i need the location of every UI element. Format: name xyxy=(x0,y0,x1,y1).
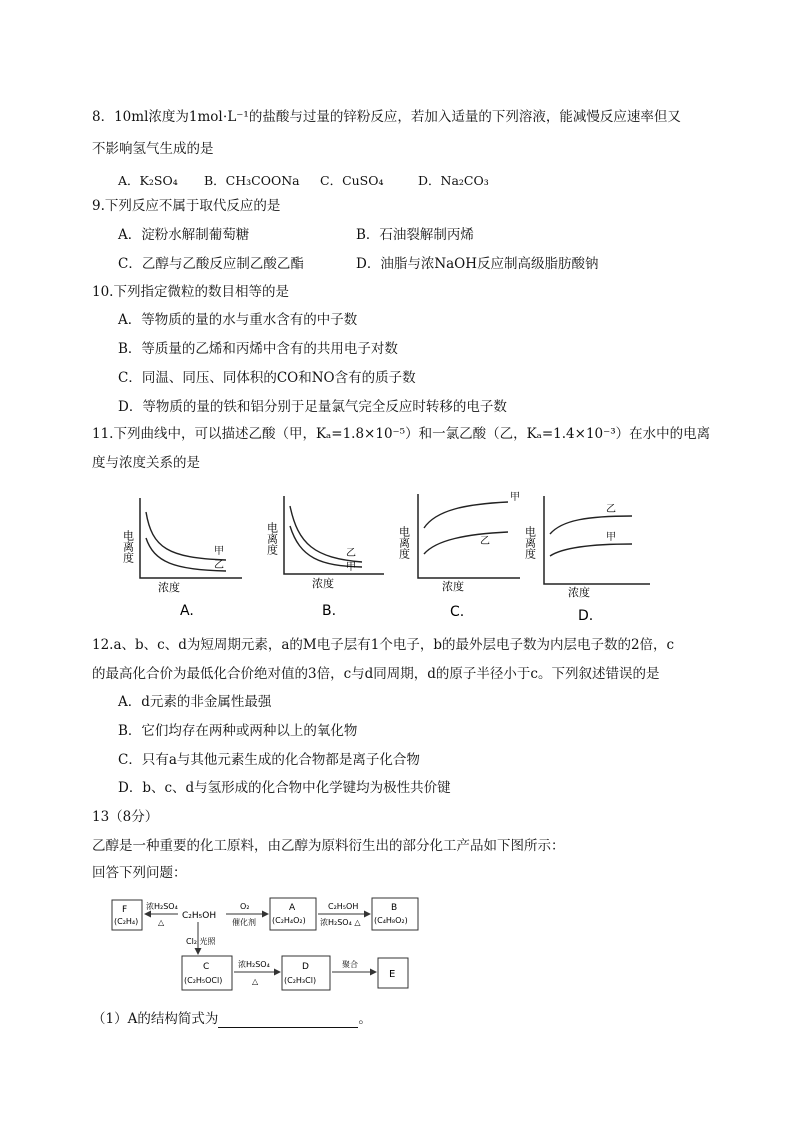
arrow-b-bottom: 浓H₂SO₄ △ xyxy=(320,918,361,927)
q13-sub1-text: （1）A的结构简式为 xyxy=(92,1011,219,1027)
graph-b-ylabel: 电离度 xyxy=(265,522,279,555)
q12-stem-line1: 12.a、b、c、d为短周期元素，a的M电子层有1个电子，b的最外层电子数为内层电子数的2倍，c xyxy=(92,637,675,653)
q11-graph-a xyxy=(118,492,248,620)
arrow-a-top: O₂ xyxy=(240,902,250,911)
arrow-e-top: 聚合 xyxy=(342,960,358,969)
q11-graph-d xyxy=(522,490,660,623)
graph-d-letter: D. xyxy=(578,608,594,623)
graph-c-xlabel: 浓度 xyxy=(442,580,464,593)
box-c-formula: (C₂H₅OCl) xyxy=(184,976,223,985)
graph-d-ylabel: 电离度 xyxy=(523,526,537,559)
q9-option-a: A．淀粉水解制葡萄糖 xyxy=(118,227,250,243)
box-a-formula: (C₂H₄O₂) xyxy=(272,916,306,925)
q9-option-b: B．石油裂解制丙烯 xyxy=(356,227,474,243)
q13-title: 13（8分） xyxy=(92,809,159,825)
box-d-name: D xyxy=(302,962,309,972)
q9-option-d: D．油脂与浓NaOH反应制高级脂肪酸钠 xyxy=(356,256,599,272)
graph-b-label-bottom: 甲 xyxy=(346,562,356,573)
q11-graph-b xyxy=(262,492,392,620)
graph-a-label-top: 甲 xyxy=(214,546,224,557)
box-e-name: E xyxy=(389,969,396,980)
arrow-a-bottom: 催化剂 xyxy=(232,918,256,927)
answer-blank[interactable] xyxy=(218,1013,358,1028)
box-b-name: B xyxy=(391,903,398,913)
q8-option-b: B．CH₃COONa xyxy=(204,173,300,188)
q8-stem-line1: 8．10ml浓度为1mol⋅L⁻¹的盐酸与过量的锌粉反应，若加入适量的下列溶液，能减慢反应速率但又 xyxy=(92,109,681,125)
q12-stem-line2: 的最高化合价为最低化合价绝对值的3倍，c与d同周期，d的原子半径小于c。下列叙述错误的是 xyxy=(92,666,660,682)
q11-stem-line1: 11.下列曲线中，可以描述乙酸（甲，Kₐ=1.8×10⁻⁵）和一氯乙酸（乙，Kₐ=1.4×10⁻³）在水中的电离 xyxy=(92,426,711,442)
q11-stem-line2: 度与浓度关系的是 xyxy=(92,455,200,471)
q9-stem: 9.下列反应不属于取代反应的是 xyxy=(92,198,281,214)
graph-d-curve-top xyxy=(550,516,632,534)
graph-c-letter: C. xyxy=(450,604,465,620)
box-a-name: A xyxy=(289,903,296,913)
q12-option-c: C．只有a与其他元素生成的化合物都是离子化合物 xyxy=(118,752,420,768)
graph-b-letter: B. xyxy=(322,603,337,619)
box-c-name: C xyxy=(203,962,210,972)
q8-stem-line2: 不影响氢气生成的是 xyxy=(92,141,214,157)
q12-option-a: A．d元素的非金属性最强 xyxy=(118,694,272,710)
box-d-formula: (C₂H₃Cl) xyxy=(284,976,317,985)
arrow-d-bottom: △ xyxy=(252,977,259,986)
q13-sub1-end: 。 xyxy=(358,1011,372,1027)
q13-reaction-scheme xyxy=(108,894,588,994)
q8-option-d: D．Na₂CO₃ xyxy=(418,173,489,188)
graph-a-label-bottom: 乙 xyxy=(214,560,224,571)
graph-a-xlabel: 浓度 xyxy=(158,581,180,594)
arrow-f-bottom: △ xyxy=(158,918,165,927)
arrow-c-label: Cl₂ 光照 xyxy=(186,937,216,946)
arrow-d-top: 浓H₂SO₄ xyxy=(238,960,270,969)
q9-option-c: C．乙醇与乙酸反应制乙酸乙酯 xyxy=(118,256,304,272)
q10-option-c: C．同温、同压、同体积的CO和NO含有的质子数 xyxy=(118,370,416,386)
q13-prompt: 回答下列问题： xyxy=(92,865,187,881)
graph-d-curve-bottom xyxy=(550,544,632,556)
ethanol-label: C₂H₅OH xyxy=(182,911,217,921)
graph-c-label-top: 甲 xyxy=(510,492,520,503)
graph-a-letter: A. xyxy=(180,603,194,619)
q10-option-d: D．等物质的量的铁和铝分别于足量氯气完全反应时转移的电子数 xyxy=(118,399,507,415)
graph-c-ylabel: 电离度 xyxy=(397,526,411,559)
q8-option-c: C．CuSO₄ xyxy=(320,173,384,188)
graph-d-xlabel: 浓度 xyxy=(568,586,590,599)
q12-option-d: D．b、c、d与氢形成的化合物中化学键均为极性共价键 xyxy=(118,780,451,796)
q13-sub1 xyxy=(92,1010,372,1028)
q10-stem: 10.下列指定微粒的数目相等的是 xyxy=(92,284,289,300)
graph-c-label-bottom: 乙 xyxy=(480,536,490,547)
graph-d-axes xyxy=(544,496,650,584)
q13-intro: 乙醇是一种重要的化工原料，由乙醇为原料衍生出的部分化工产品如下图所示： xyxy=(92,838,565,854)
arrow-f-top: 浓H₂SO₄ xyxy=(146,902,178,911)
q10-option-b: B．等质量的乙烯和丙烯中含有的共用电子对数 xyxy=(118,341,398,357)
box-f-formula: (C₂H₄) xyxy=(114,917,139,926)
graph-b-xlabel: 浓度 xyxy=(312,577,334,590)
graph-c-curve-top xyxy=(424,502,508,528)
q11-graph-c xyxy=(396,488,531,620)
q12-option-b: B．它们均存在两种或两种以上的氧化物 xyxy=(118,723,358,739)
graph-b-label-top: 乙 xyxy=(346,548,356,559)
q8-option-a: A．K₂SO₄ xyxy=(118,173,178,188)
graph-d-label-bottom: 甲 xyxy=(606,532,616,543)
graph-b-axes xyxy=(284,496,384,574)
q10-option-a: A．等物质的量的水与重水含有的中子数 xyxy=(118,312,358,328)
graph-c-curve-bottom xyxy=(424,532,508,554)
graph-a-ylabel: 电离度 xyxy=(121,530,135,563)
box-b-formula: (C₄H₈O₂) xyxy=(374,916,408,925)
graph-d-label-top: 乙 xyxy=(606,504,616,515)
arrow-b-top: C₂H₅OH xyxy=(328,902,359,911)
box-f-name: F xyxy=(122,905,128,915)
